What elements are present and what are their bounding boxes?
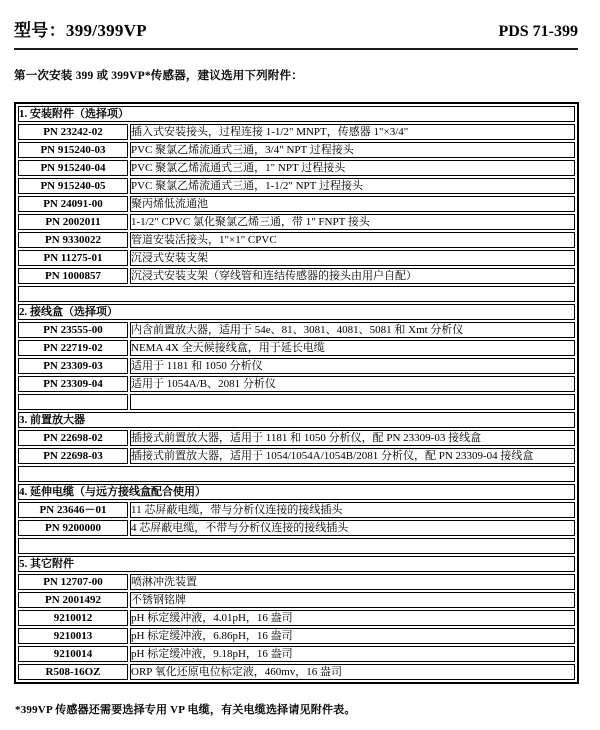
item-row [18,160,575,176]
part-number-cell: 9210012 [18,610,128,626]
item-row [18,250,575,266]
footnote-text: *399VP 传感器还需要选择专用 VP 电缆，有关电缆选择请见附件表。 [15,704,356,716]
item-row [18,340,575,356]
part-number-cell: PN 23309-04 [18,376,128,392]
section-header-row-4 [18,484,575,500]
description-cell: PVC 聚氯乙烯流通式三通，1" NPT 过程接头 [130,160,575,176]
part-number-cell: PN 915240-05 [18,178,128,194]
item-row [18,646,575,662]
section-title: 3. 前置放大器 [18,412,575,428]
description-cell: ORP 氧化还原电位标定液，460mv，16 盎司 [130,664,575,680]
separator-row [18,286,575,302]
separator-cell-left [18,394,128,410]
description-cell: 适用于 1054A/B、2081 分析仪 [130,376,575,392]
part-number-cell: PN 9330022 [18,232,128,248]
part-number-cell: R508-16OZ [18,664,128,680]
description-cell: 沉浸式安装支架（穿线管和连结传感器的接头由用户自配） [130,268,575,284]
section-title: 4. 延伸电缆（与远方接线盒配合使用） [18,484,575,500]
section-header-row-2 [18,304,575,320]
item-row [18,196,575,212]
item-row [18,592,575,608]
part-number-cell: PN 11275-01 [18,250,128,266]
description-cell: 聚丙烯低流通池 [130,196,575,212]
doc-header [14,16,578,41]
separator-cell [18,538,575,554]
item-row [18,232,575,248]
description-cell: 4 芯屏蔽电缆，不带与分析仪连接的接线插头 [130,520,575,536]
section-title: 2. 接线盒（选择项） [18,304,575,320]
part-number-cell: 9210014 [18,646,128,662]
model-number-title: 型号：399/399VP [14,21,147,40]
part-number-cell: PN 12707-00 [18,574,128,590]
description-cell: 插接式前置放大器，适用于 1181 和 1050 分析仪，配 PN 23309-03 接线盒 [130,430,575,446]
section-header-row-3 [18,412,575,428]
description-cell: PVC 聚氯乙烯流通式三通，3/4" NPT 过程接头 [130,142,575,158]
item-row [18,268,575,284]
separator-cell-right [130,394,575,410]
item-row [18,664,575,680]
part-number-cell: PN 23309-03 [18,358,128,374]
part-number-cell: PN 2002011 [18,214,128,230]
part-number-cell: PN 2001492 [18,592,128,608]
separator-cell [18,466,575,482]
description-cell: pH 标定缓冲液，6.86pH，16 盎司 [130,628,575,644]
description-cell: 适用于 1181 和 1050 分析仪 [130,358,575,374]
item-row [18,376,575,392]
part-number-cell: PN 9200000 [18,520,128,536]
section-title: 5. 其它附件 [18,556,575,572]
section-header-row-1 [18,106,575,122]
separator-row [18,466,575,482]
description-cell: 不锈钢铭牌 [130,592,575,608]
part-number-cell: PN 23555-00 [18,322,128,338]
accessories-table [14,102,579,684]
separator-cell [18,286,575,302]
part-number-cell: PN 22698-03 [18,448,128,464]
description-cell: 内含前置放大器，适用于 54e、81、3081、4081、5081 和 Xmt 分析仪 [130,322,575,338]
item-row [18,178,575,194]
part-number-cell: PN 23646－01 [18,502,128,518]
item-row [18,124,575,140]
description-cell: 管道安装活接头，1"×1" CPVC [130,232,575,248]
item-row [18,502,575,518]
section-header-row-5 [18,556,575,572]
part-number-cell: PN 915240-04 [18,160,128,176]
part-number-cell: PN 22719-02 [18,340,128,356]
item-row [18,610,575,626]
description-cell: 1-1/2" CPVC 氯化聚氯乙烯三通，带 1" FNPT 接头 [130,214,575,230]
part-number-cell: PN 915240-03 [18,142,128,158]
part-number-cell: PN 1000857 [18,268,128,284]
item-row [18,628,575,644]
item-row [18,430,575,446]
description-cell: 喷淋冲洗装置 [130,574,575,590]
header-rule [14,48,578,50]
item-row [18,448,575,464]
item-row [18,574,575,590]
part-number-cell: PN 22698-02 [18,430,128,446]
description-cell: 11 芯屏蔽电缆，带与分析仪连接的接线插头 [130,502,575,518]
description-cell: PVC 聚氯乙烯流通式三通，1-1/2" NPT 过程接头 [130,178,575,194]
item-row [18,142,575,158]
part-number-cell: 9210013 [18,628,128,644]
accessories-table-body [18,106,575,680]
separator-row [18,394,575,410]
description-cell: pH 标定缓冲液，9.18pH，16 盎司 [130,646,575,662]
section-title: 1. 安装附件（选择项） [18,106,575,122]
doc-number: PDS 71-399 [498,23,578,40]
part-number-cell: PN 23242-02 [18,124,128,140]
description-cell: 插入式安装接头，过程连接 1-1/2" MNPT，传感器 1"×3/4" [130,124,575,140]
item-row [18,322,575,338]
item-row [18,214,575,230]
part-number-cell: PN 24091-00 [18,196,128,212]
description-cell: pH 标定缓冲液，4.01pH，16 盎司 [130,610,575,626]
item-row [18,520,575,536]
description-cell: 沉浸式安装支架 [130,250,575,266]
intro-text: 第一次安装 399 或 399VP*传感器，建议选用下列附件： [14,70,303,82]
separator-row [18,538,575,554]
item-row [18,358,575,374]
description-cell: 插接式前置放大器，适用于 1054/1054A/1054B/2081 分析仪，配 PN 23309-04 接线盒 [130,448,575,464]
description-cell: NEMA 4X 全天候接线盒，用于延长电缆 [130,340,575,356]
